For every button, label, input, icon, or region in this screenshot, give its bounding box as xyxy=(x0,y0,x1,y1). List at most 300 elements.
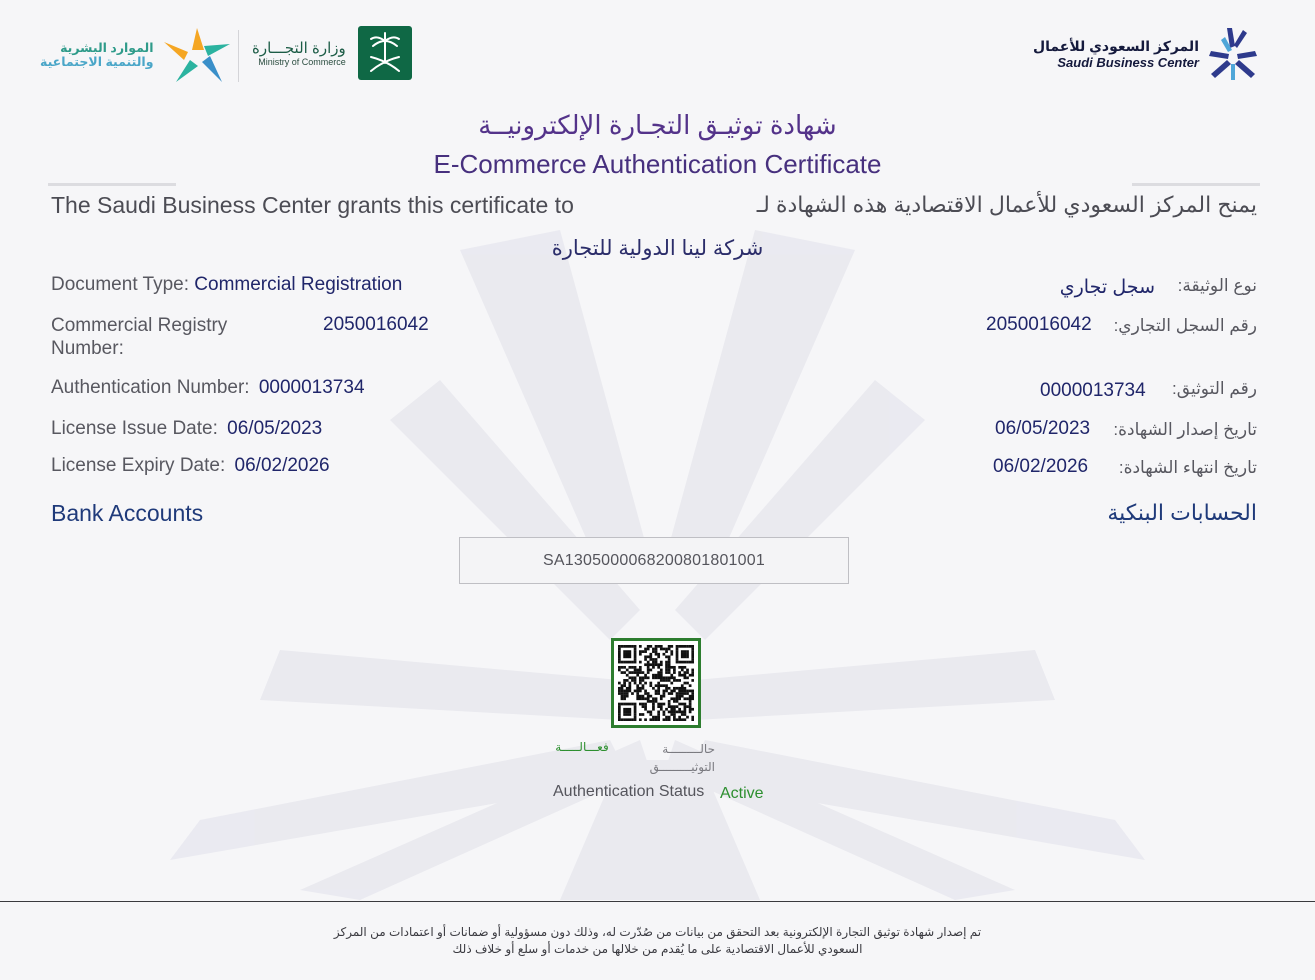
document-type-value-arabic: سجل تجاري xyxy=(1059,277,1155,298)
qr-module xyxy=(657,718,660,721)
qr-module xyxy=(639,713,642,716)
qr-module xyxy=(631,679,634,682)
qr-module xyxy=(649,713,652,716)
qr-module xyxy=(660,676,663,679)
qr-module xyxy=(623,695,626,698)
qr-module xyxy=(686,705,689,708)
qr-module xyxy=(652,663,655,666)
company-name: شركة لينا الدولية للتجارة xyxy=(551,237,764,260)
qr-module xyxy=(652,708,655,711)
sbc-logo-arabic: المركز السعودي للأعمال xyxy=(1032,38,1199,54)
qr-module xyxy=(673,700,676,703)
qr-module xyxy=(665,663,668,666)
qr-module xyxy=(684,705,687,708)
qr-module xyxy=(647,666,650,669)
footer-line1: تم إصدار شهادة توثيق التجارة الإلكترونية بعد التحقق من بيانات من صُدّرت له، وذلك دون مسؤولية أو ضمانات أو اعتمادات من المركز xyxy=(333,925,982,939)
qr-module xyxy=(639,661,642,664)
qr-module xyxy=(678,645,681,648)
logo-divider xyxy=(238,30,239,82)
qr-module xyxy=(647,663,650,666)
qr-module xyxy=(691,648,694,651)
qr-module xyxy=(663,718,666,721)
qr-module xyxy=(665,671,668,674)
qr-module xyxy=(670,645,673,648)
qr-module xyxy=(623,682,626,685)
qr-module xyxy=(618,713,621,716)
qr-module xyxy=(636,669,639,672)
qr-module xyxy=(657,692,660,695)
qr-module xyxy=(628,676,631,679)
qr-module xyxy=(634,658,637,661)
qr-module xyxy=(639,645,642,648)
qr-module xyxy=(684,690,687,693)
qr-module xyxy=(634,713,637,716)
qr-module xyxy=(626,711,629,714)
grant-text-arabic: يمنح المركز السعودي للأعمال الاقتصادية هذه الشهادة لـ xyxy=(756,192,1257,217)
qr-module xyxy=(628,650,631,653)
qr-module xyxy=(670,653,673,656)
qr-module xyxy=(618,716,621,719)
qr-module xyxy=(670,697,673,700)
qr-module xyxy=(652,718,655,721)
qr-module xyxy=(689,700,692,703)
qr-module xyxy=(686,661,689,664)
qr-module xyxy=(634,648,637,651)
qr-module xyxy=(621,666,624,669)
qr-module xyxy=(691,697,694,700)
qr-module xyxy=(660,679,663,682)
qr-module xyxy=(676,650,679,653)
qr-module xyxy=(639,697,642,700)
qr-module xyxy=(655,716,658,719)
qr-module xyxy=(628,708,631,711)
qr-module xyxy=(655,676,658,679)
qr-module xyxy=(628,671,631,674)
qr-module xyxy=(626,655,629,658)
qr-module xyxy=(691,671,694,674)
qr-module xyxy=(626,669,629,672)
qr-module xyxy=(657,684,660,687)
qr-module xyxy=(681,718,684,721)
qr-module xyxy=(647,648,650,651)
qr-module xyxy=(634,718,637,721)
certificate-title-english: E-Commerce Authentication Certificate xyxy=(433,149,882,179)
qr-module xyxy=(652,658,655,661)
qr-module xyxy=(665,655,668,658)
qr-module xyxy=(644,692,647,695)
qr-module xyxy=(644,690,647,693)
qr-module xyxy=(628,711,631,714)
qr-module xyxy=(647,695,650,698)
qr-module xyxy=(686,669,689,672)
qr-module xyxy=(668,666,671,669)
qr-module xyxy=(684,676,687,679)
qr-module xyxy=(670,682,673,685)
qr-module xyxy=(621,703,624,706)
qr-module xyxy=(644,682,647,685)
qr-module xyxy=(681,666,684,669)
palm-swords-icon xyxy=(358,26,412,80)
qr-module xyxy=(657,653,660,656)
qr-module xyxy=(657,705,660,708)
qr-module xyxy=(670,690,673,693)
qr-module xyxy=(678,718,681,721)
issue-date-row-en xyxy=(51,418,322,440)
qr-module xyxy=(644,674,647,677)
qr-module xyxy=(655,661,658,664)
qr-module xyxy=(639,679,642,682)
qr-module xyxy=(657,666,660,669)
qr-module xyxy=(689,697,692,700)
qr-module xyxy=(660,645,663,648)
cr-number-value: 2050016042 xyxy=(323,314,429,335)
qr-module xyxy=(636,687,639,690)
qr-module xyxy=(655,700,658,703)
iban-field xyxy=(459,537,849,584)
qr-module xyxy=(631,671,634,674)
qr-module xyxy=(621,718,624,721)
qr-module xyxy=(681,669,684,672)
qr-module xyxy=(652,700,655,703)
qr-module xyxy=(655,650,658,653)
qr-module xyxy=(652,661,655,664)
moc-logo-english: Ministry of Commerce xyxy=(258,57,346,67)
qr-module xyxy=(691,716,694,719)
qr-module xyxy=(618,645,621,648)
qr-module xyxy=(660,648,663,651)
expiry-date-value-arabic-side: 06/02/2026 xyxy=(993,456,1089,477)
expiry-date-label-arabic: تاريخ انتهاء الشهادة: xyxy=(1118,458,1257,477)
qr-module xyxy=(681,655,684,658)
qr-module xyxy=(655,684,658,687)
qr-module xyxy=(647,700,650,703)
auth-number-value-arabic-side: 0000013734 xyxy=(1040,380,1146,401)
status-value-arabic: فعـــالـــــة xyxy=(555,740,609,754)
qr-module xyxy=(665,648,668,651)
qr-module xyxy=(644,703,647,706)
qr-module xyxy=(647,711,650,714)
qr-module xyxy=(623,697,626,700)
qr-module xyxy=(618,661,621,664)
qr-module xyxy=(628,653,631,656)
qr-module xyxy=(655,648,658,651)
qr-module xyxy=(639,718,642,721)
qr-module xyxy=(660,697,663,700)
moc-logo-arabic: وزارة التجـــارة xyxy=(252,40,346,57)
qr-module xyxy=(626,703,629,706)
qr-module xyxy=(686,671,689,674)
qr-module xyxy=(634,705,637,708)
qr-module xyxy=(623,666,626,669)
qr-module xyxy=(642,705,645,708)
qr-module xyxy=(681,703,684,706)
qr-module xyxy=(642,713,645,716)
qr-module xyxy=(626,708,629,711)
qr-module xyxy=(678,690,681,693)
qr-module xyxy=(686,645,689,648)
qr-module xyxy=(647,676,650,679)
qr-module xyxy=(657,716,660,719)
qr-module xyxy=(684,708,687,711)
qr-module xyxy=(660,705,663,708)
qr-module xyxy=(631,645,634,648)
qr-module xyxy=(644,718,647,721)
qr-module xyxy=(676,645,679,648)
qr-module xyxy=(649,658,652,661)
qr-module xyxy=(691,695,694,698)
qr-module xyxy=(618,692,621,695)
qr-module xyxy=(673,718,676,721)
status-label: Authentication Status xyxy=(553,783,705,800)
qr-module xyxy=(681,713,684,716)
qr-module xyxy=(678,674,681,677)
qr-module xyxy=(681,674,684,677)
qr-module xyxy=(647,692,650,695)
qr-module xyxy=(626,713,629,716)
qr-module xyxy=(686,690,689,693)
qr-module xyxy=(691,658,694,661)
issue-date-value: 06/05/2023 xyxy=(227,418,323,439)
status-label-arabic xyxy=(625,740,715,776)
qr-module xyxy=(626,674,629,677)
qr-module xyxy=(652,648,655,651)
bank-accounts-title: Bank Accounts xyxy=(51,500,204,526)
qr-module xyxy=(684,645,687,648)
qr-module xyxy=(634,711,637,714)
qr-module xyxy=(628,661,631,664)
qr-module xyxy=(628,684,631,687)
cr-number-label-line1: Commercial Registry xyxy=(51,315,228,336)
expiry-date-value: 06/02/2026 xyxy=(234,455,330,476)
qr-module xyxy=(663,653,666,656)
qr-module xyxy=(652,687,655,690)
qr-module xyxy=(642,703,645,706)
qr-module xyxy=(628,682,631,685)
qr-module xyxy=(678,687,681,690)
document-type-row-en xyxy=(51,274,402,296)
qr-module xyxy=(657,713,660,716)
qr-module xyxy=(681,684,684,687)
auth-number-label: Authentication Number: xyxy=(51,377,250,398)
qr-module xyxy=(681,711,684,714)
qr-module xyxy=(678,703,681,706)
qr-module xyxy=(647,655,650,658)
qr-module xyxy=(678,671,681,674)
qr-module xyxy=(655,690,658,693)
qr-module xyxy=(639,676,642,679)
qr-module xyxy=(657,671,660,674)
qr-module xyxy=(668,661,671,664)
qr-module xyxy=(634,676,637,679)
qr-module xyxy=(668,703,671,706)
qr-module xyxy=(655,674,658,677)
qr-module xyxy=(618,666,621,669)
qr-module xyxy=(649,684,652,687)
qr-module xyxy=(686,676,689,679)
qr-module xyxy=(634,653,637,656)
qr-module xyxy=(657,687,660,690)
qr-module xyxy=(626,695,629,698)
qr-module xyxy=(686,650,689,653)
qr-module xyxy=(668,648,671,651)
qr-module xyxy=(660,669,663,672)
qr-module xyxy=(684,674,687,677)
qr-module xyxy=(691,679,694,682)
qr-module xyxy=(628,703,631,706)
qr-module xyxy=(684,692,687,695)
title-rule-right xyxy=(1132,183,1260,186)
qr-module xyxy=(652,666,655,669)
qr-module xyxy=(644,676,647,679)
qr-module xyxy=(686,653,689,656)
qr-module xyxy=(657,655,660,658)
qr-module xyxy=(621,645,624,648)
qr-module xyxy=(618,708,621,711)
qr-module xyxy=(691,653,694,656)
qr-module xyxy=(681,661,684,664)
qr-module xyxy=(676,661,679,664)
qr-module xyxy=(628,687,631,690)
qr-module xyxy=(660,708,663,711)
qr-module xyxy=(684,671,687,674)
qr-module xyxy=(636,692,639,695)
qr-module xyxy=(660,661,663,664)
qr-module xyxy=(657,663,660,666)
qr-module xyxy=(670,692,673,695)
qr-module xyxy=(689,711,692,714)
qr-module xyxy=(665,718,668,721)
qr-module xyxy=(660,674,663,677)
qr-module xyxy=(647,697,650,700)
qr-module xyxy=(628,690,631,693)
qr-module xyxy=(618,648,621,651)
qr-module xyxy=(668,655,671,658)
qr-module xyxy=(663,695,666,698)
qr-module xyxy=(649,718,652,721)
status-label-arabic-line1: حالـــــــــة xyxy=(662,742,715,756)
qr-module xyxy=(665,690,668,693)
qr-module xyxy=(631,661,634,664)
qr-module xyxy=(623,708,626,711)
document-type-label-arabic: نوع الوثيقة: xyxy=(1177,276,1257,295)
qr-module xyxy=(652,716,655,719)
qr-module xyxy=(636,690,639,693)
qr-module xyxy=(618,703,621,706)
qr-module xyxy=(626,718,629,721)
qr-module xyxy=(670,711,673,714)
qr-module xyxy=(668,679,671,682)
qr-module xyxy=(634,716,637,719)
qr-module xyxy=(684,661,687,664)
qr-module xyxy=(649,663,652,666)
issue-date-label-arabic: تاريخ إصدار الشهادة: xyxy=(1113,420,1257,439)
cr-number-label-arabic: رقم السجل التجاري: xyxy=(1113,316,1257,335)
qr-module xyxy=(691,661,694,664)
document-type-value: Commercial Registration xyxy=(194,274,403,295)
qr-module xyxy=(668,711,671,714)
qr-module xyxy=(644,658,647,661)
qr-module xyxy=(644,697,647,700)
qr-module xyxy=(636,671,639,674)
sbc-logo-text xyxy=(1033,38,1199,70)
qr-module xyxy=(663,676,666,679)
qr-module xyxy=(691,645,694,648)
qr-module xyxy=(644,648,647,651)
qr-module xyxy=(618,705,621,708)
qr-module xyxy=(684,697,687,700)
qr-module xyxy=(689,690,692,693)
qr-module xyxy=(686,655,689,658)
qr-module xyxy=(655,718,658,721)
title-rule-left xyxy=(48,183,176,186)
qr-module xyxy=(642,676,645,679)
qr-module xyxy=(684,703,687,706)
qr-module xyxy=(689,674,692,677)
footer-divider xyxy=(0,901,1315,902)
qr-module xyxy=(670,705,673,708)
qr-module xyxy=(634,669,637,672)
qr-module xyxy=(642,671,645,674)
qr-module xyxy=(665,669,668,672)
qr-module xyxy=(686,692,689,695)
qr-module xyxy=(665,684,668,687)
qr-module xyxy=(668,663,671,666)
qr-module xyxy=(678,711,681,714)
qr-module xyxy=(647,645,650,648)
qr-module xyxy=(681,650,684,653)
qr-module xyxy=(626,679,629,682)
qr-module xyxy=(623,703,626,706)
qr-module xyxy=(673,690,676,693)
hr-star-icon xyxy=(162,26,232,84)
qr-module xyxy=(623,661,626,664)
qr-module xyxy=(649,669,652,672)
qr-module xyxy=(621,690,624,693)
qr-module xyxy=(670,666,673,669)
qr-module xyxy=(673,705,676,708)
qr-module xyxy=(634,655,637,658)
qr-module xyxy=(691,692,694,695)
certificate-title-arabic: شهادة توثيـق التجـارة الإلكترونيــة xyxy=(478,110,837,140)
hr-logo-line2: والتنمية الاجتماعية xyxy=(40,55,154,69)
qr-module xyxy=(668,700,671,703)
qr-module xyxy=(634,645,637,648)
qr-module xyxy=(634,666,637,669)
qr-module xyxy=(684,682,687,685)
qr-module xyxy=(618,658,621,661)
qr-module xyxy=(655,658,658,661)
qr-module xyxy=(628,645,631,648)
qr-module xyxy=(623,671,626,674)
qr-module xyxy=(626,653,629,656)
qr-module xyxy=(652,650,655,653)
qr-code[interactable] xyxy=(611,638,701,728)
qr-module xyxy=(639,671,642,674)
qr-module xyxy=(628,713,631,716)
qr-module xyxy=(673,666,676,669)
qr-module xyxy=(668,705,671,708)
qr-module xyxy=(663,684,666,687)
qr-module xyxy=(660,663,663,666)
qr-module xyxy=(657,676,660,679)
qr-module xyxy=(689,705,692,708)
qr-module xyxy=(644,708,647,711)
qr-module xyxy=(639,653,642,656)
qr-module xyxy=(660,703,663,706)
qr-module xyxy=(684,655,687,658)
qr-module xyxy=(670,713,673,716)
qr-module xyxy=(618,687,621,690)
